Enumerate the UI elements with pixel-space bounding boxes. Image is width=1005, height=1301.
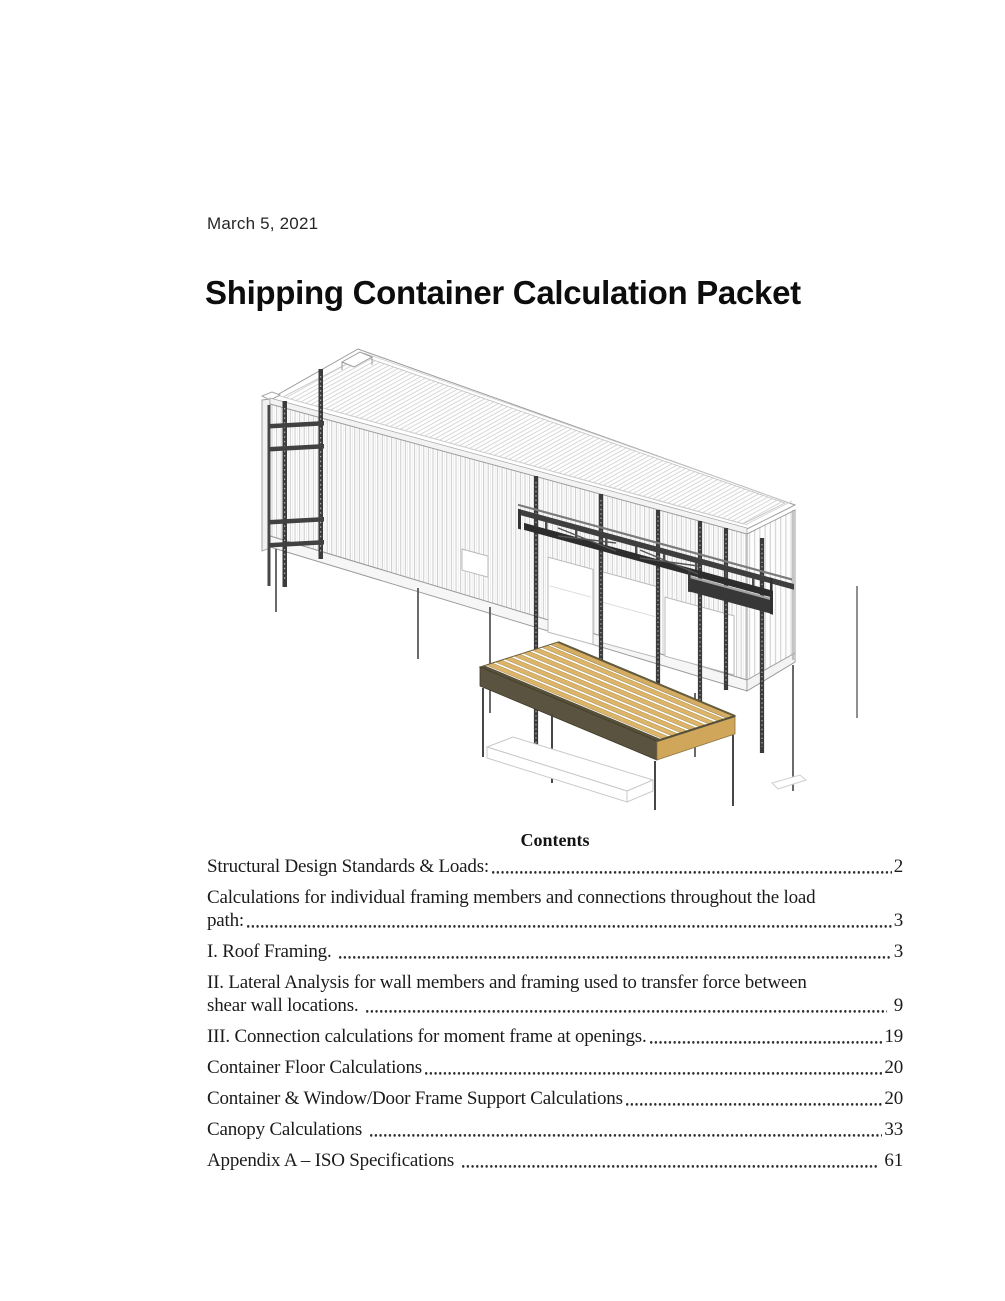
toc-entry-text: Container & Window/Door Frame Support Calculations [207,1088,623,1109]
toc-entry-text: I. Roof Framing. [207,941,337,962]
toc-page-number: 3 [893,941,903,962]
toc-entry-text: Calculations for individual framing members and connections throughout the load [207,887,816,908]
container-isometric-figure [215,330,875,810]
toc-page-number: 20 [884,1057,903,1078]
toc-entry-text: Canopy Calculations [207,1119,367,1140]
table-of-contents [207,830,903,1180]
toc-leader-dots [492,855,892,878]
toc-leader-dots [339,940,892,963]
toc-entry-text: Container Floor Calculations [207,1057,422,1078]
toc-leader-dots [370,1118,883,1141]
toc-page-number: 33 [884,1119,903,1140]
toc-entry-text: Appendix A – ISO Specifications [207,1150,459,1171]
toc-page-number: 61 [879,1150,903,1171]
document-date: March 5, 2021 [207,214,319,233]
toc-page-number: 3 [893,910,903,931]
toc-entry [207,940,903,963]
toc-entry [207,1149,903,1172]
toc-entry-text: shear wall locations. [207,995,363,1016]
toc-entries [207,855,903,1172]
toc-leader-dots [247,909,892,932]
toc-leader-dots [462,1149,878,1172]
toc-entry [207,855,903,878]
toc-entry [207,1087,903,1110]
toc-leader-dots [425,1056,882,1079]
toc-entry-text: II. Lateral Analysis for wall members and framing used to transfer force between [207,972,807,993]
toc-entry [207,1118,903,1141]
toc-heading: Contents [520,830,590,850]
toc-entry-text: III. Connection calculations for moment frame at openings. [207,1026,647,1047]
page-title: Shipping Container Calculation Packet [205,274,801,311]
toc-entry [207,1056,903,1079]
toc-entry [207,971,903,1017]
toc-page-number: 9 [889,995,903,1016]
toc-page-number: 20 [884,1088,903,1109]
toc-entry-text: Structural Design Standards & Loads: [207,856,489,877]
toc-entry [207,886,903,932]
toc-page-number: 19 [884,1026,903,1047]
toc-page-number: 2 [893,856,903,877]
toc-leader-dots [650,1025,883,1048]
toc-entry [207,1025,903,1048]
toc-entry-text: path: [207,910,244,931]
toc-leader-dots [626,1087,883,1110]
toc-leader-dots [366,994,887,1017]
